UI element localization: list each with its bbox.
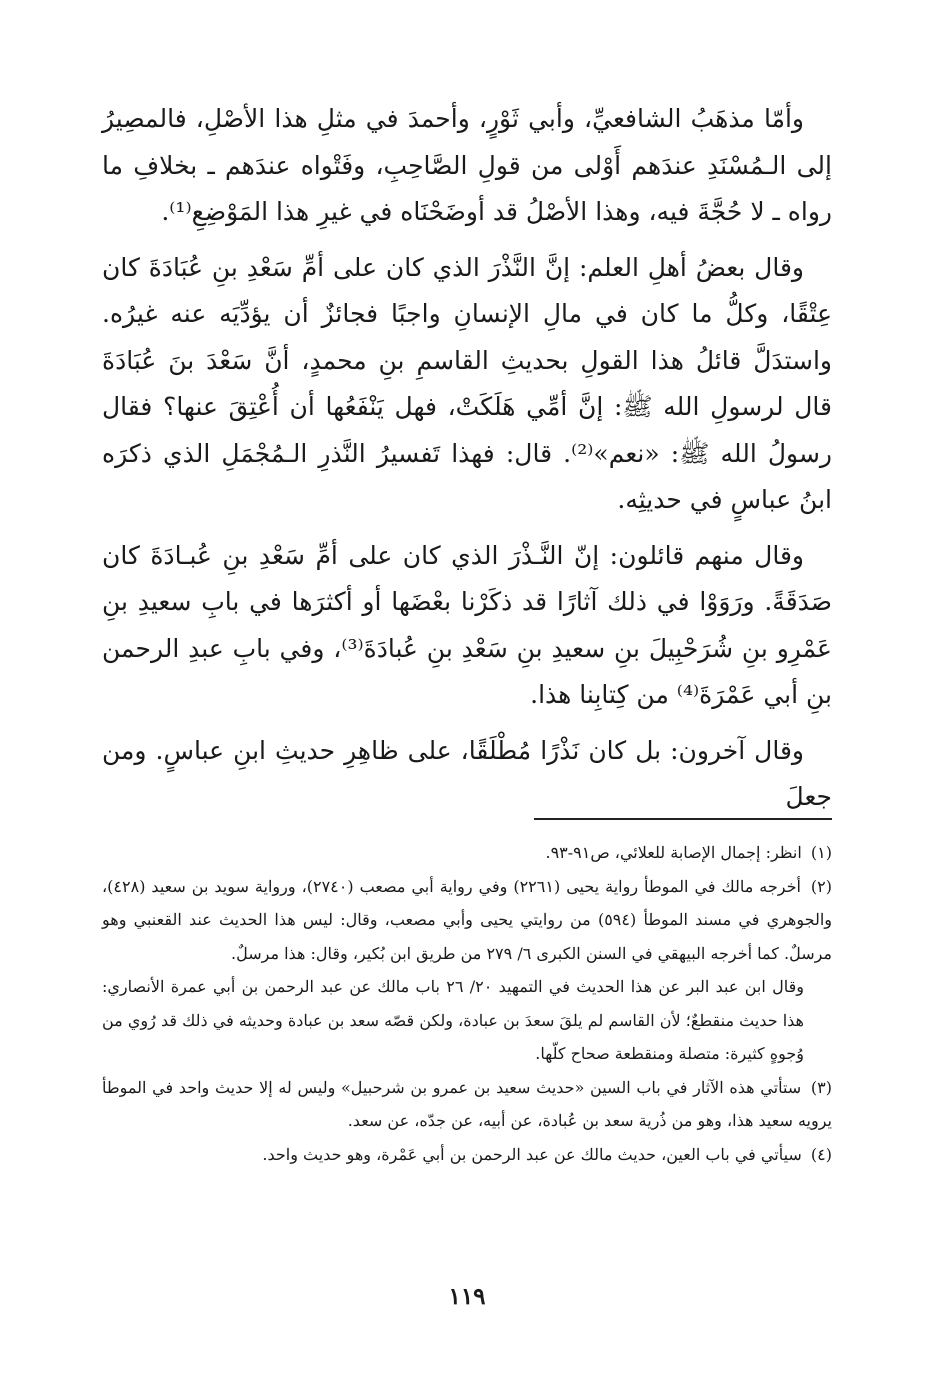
footnote-4 (102, 1138, 832, 1172)
main-paragraph: وقال بعضُ أهلِ العلم: إنَّ النَّذْرَ الذي كان على أمِّ سَعْدِ بنِ عُبَادَةَ كان عِتْقًا، وكلُّ ما كان في مالِ الإنسانِ واجبًا فجائزٌ أن يؤدِّيَه عنه غيرُه. واستدَلَّ قائلُ هذا القولِ بحديثِ القاسمِ بنِ محمدٍ، أنَّ سَعْدَ بنَ عُبَادَةَ قال لرسولِ الله ﷺ: إنَّ أمِّي هَلَكَتْ، فهل يَنْفَعُها أن أُعْتِقَ عنها؟ فقال رسولُ الله ﷺ: «نعم»⁽²⁾. قال: فهذا تَفسيرُ النَّذرِ الـمُجْمَلِ الذي ذكرَه ابنُ عباسٍ في حديثِه. (102, 252, 832, 514)
footnote-3 (102, 1071, 832, 1138)
main-text-body (102, 96, 832, 830)
footnote-1 (102, 836, 832, 870)
footnotes-section (102, 836, 832, 1171)
footnote-text: ستأتي هذه الآثار في باب السين «حديث سعيد بن عمرو بن شرحبيل» وليس له إلا حديث واحد في الموطأ يرويه سعيد هذا، وهو من ذُرية سعد بن عُبادة، عن أبيه، عن جدّه، عن سعد. (102, 1077, 832, 1130)
footnote-2-continuation: وقال ابن عبد البر عن هذا الحديث في التمهيد ٢٠/ ٢٦ باب مالك عن عبد الرحمن بن أبي عمرة الأنصاري: هذا حديث منقطعٌ؛ لأن القاسم لم يلقَ سعدَ بن عبادة، ولكن قصّه سعد بن عبادة وحديثه في ذلك قد رُوي من وُجوهٍ كثيرة: متصلة ومنقطعة صحاح كلّها. (102, 977, 804, 1063)
footnote-text: انظر: إجمال الإصابة للعلائي، ص٩١-٩٣. (545, 843, 802, 862)
page-number: ١١٩ (448, 1283, 486, 1310)
footnote-2 (102, 870, 832, 971)
footnote-number: (٢) (810, 876, 833, 896)
footnote-number: (١) (810, 843, 832, 862)
main-paragraph: وقال منهم قائلون: إنّ النَّـذْرَ الذي كان على أمِّ سَعْدِ بنِ عُبـادَةَ كان صَدَقَةً. ورَوَوْا في ذلك آثارًا قد ذكَرْنا بعْضَها أو أكثرَها في بابِ سعيدِ بنِ عَمْرِو بنِ شُرَحْبِيلَ بنِ سعيدِ بنِ سَعْدِ بنِ عُبادَةَ⁽³⁾، وفي بابِ عبدِ الرحمن بنِ أبي عَمْرَةَ⁽⁴⁾ من كِتابِنا هذا. (102, 540, 832, 709)
main-paragraph: وقال آخرون: بل كان نَذْرًا مُطْلَقًا، على ظاهِرِ حديثِ ابنِ عباسٍ. ومن جعلَ (102, 735, 832, 811)
footnote-text: سيأتي في باب العين، حديث مالك عن عبد الرحمن بن أبي عَمْرة، وهو حديث واحد. (262, 1144, 802, 1164)
footnote-number: (٤) (810, 1144, 832, 1164)
main-paragraph: وأمّا مذهَبُ الشافعيِّ، وأبي ثَوْرٍ، وأحمدَ في مثلِ هذا الأصْلِ، فالمصِيرُ إلى الـمُسْنَدِ عندَهم أَوْلى من قولِ الصَّاحِبِ، وفَتْواه عندَهم ـ بخلافِ ما رواه ـ لا حُجَّةَ فيه، وهذا الأصْلُ قد أوضَحْنَاه في غيرِ هذا المَوْضِعِ⁽¹⁾. (102, 104, 832, 226)
footnote-separator (534, 818, 832, 820)
footnote-text: أخرجه مالك في الموطأ رواية يحيى (٢٢٦١) وفي رواية أبي مصعب (٢٧٤٠)، ورواية سويد بن سعيد (٤٢٨)، والجوهري في مسند الموطأ (٥٩٤) من روايتي يحيى وأبي مصعب، وقال: ليس هذا الحديث عند القعنبي وهو مرسلٌ. كما أخرجه البيهقي في السنن الكبرى ٦/ ٢٧٩ من طريق ابن بُكير، وقال: هذا مرسلٌ. (102, 876, 833, 963)
footnote-number: (٣) (810, 1077, 833, 1097)
